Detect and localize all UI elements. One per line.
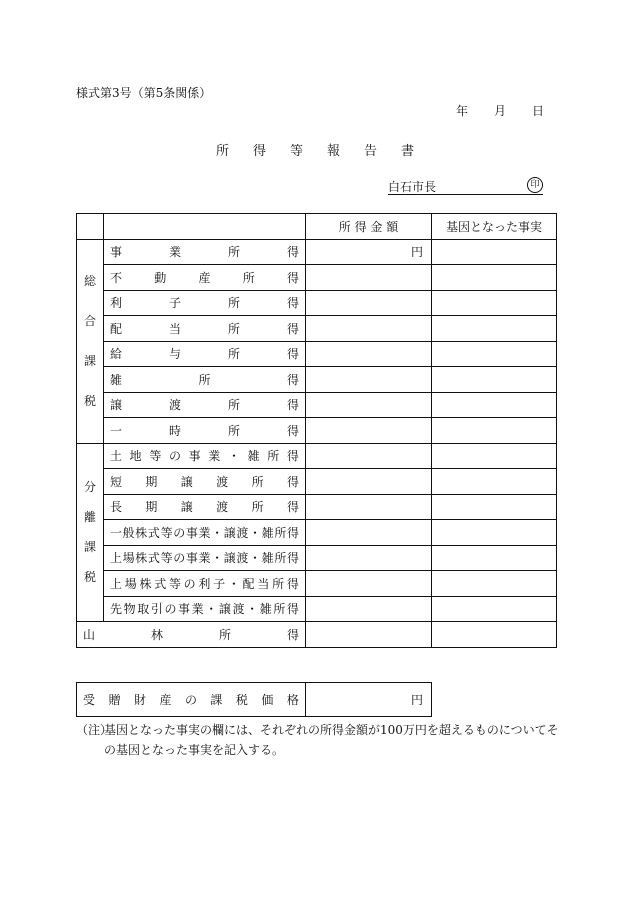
amount-cell[interactable] bbox=[306, 418, 432, 444]
mountain-forest-label-text: 山 林 所 得 bbox=[83, 627, 299, 642]
header-basis: 基因となった事実 bbox=[432, 214, 557, 240]
basis-cell[interactable] bbox=[432, 494, 557, 520]
income-type-text: 配 当 所 得 bbox=[110, 321, 299, 336]
income-type-text: 一 般 株 式 等 の 事 業 ・ 譲 渡 ・ 雑 所 得 bbox=[110, 525, 299, 540]
header-row bbox=[77, 214, 557, 240]
table-row bbox=[77, 494, 557, 520]
basis-cell[interactable] bbox=[432, 571, 557, 597]
group-label-char: 税 bbox=[83, 570, 96, 585]
basis-cell[interactable] bbox=[432, 520, 557, 546]
income-type-label bbox=[104, 469, 306, 495]
group-label-char: 分 bbox=[83, 480, 96, 495]
table-row bbox=[77, 469, 557, 495]
gift-property-label bbox=[77, 683, 306, 717]
basis-cell[interactable] bbox=[432, 596, 557, 622]
basis-cell[interactable] bbox=[432, 341, 557, 367]
amount-cell[interactable] bbox=[306, 443, 432, 469]
header-amount: 所 得 金 額 bbox=[306, 214, 432, 240]
table-row bbox=[77, 545, 557, 571]
income-type-text: 雑 所 得 bbox=[110, 372, 299, 387]
income-type-label bbox=[104, 367, 306, 393]
amount-cell[interactable] bbox=[306, 341, 432, 367]
table-row bbox=[77, 341, 557, 367]
header-blank-1 bbox=[77, 214, 104, 240]
income-type-text: 不 動 産 所 得 bbox=[110, 270, 299, 285]
income-type-text: 利 子 所 得 bbox=[110, 296, 299, 311]
basis-cell[interactable] bbox=[432, 469, 557, 495]
addressee-line bbox=[388, 178, 543, 195]
income-type-text: 事 業 所 得 bbox=[110, 245, 299, 260]
group-label-char: 課 bbox=[83, 540, 96, 555]
amount-cell[interactable] bbox=[306, 265, 432, 291]
group-separate bbox=[77, 443, 557, 622]
table-row bbox=[77, 571, 557, 597]
income-type-text: 上 場 株 式 等 の 利 子 ・ 配 当 所 得 bbox=[110, 576, 299, 591]
basis-cell[interactable] bbox=[432, 622, 557, 648]
group-label bbox=[77, 443, 104, 622]
income-type-label bbox=[104, 316, 306, 342]
table-row bbox=[77, 290, 557, 316]
income-type-label bbox=[104, 290, 306, 316]
table-row bbox=[77, 265, 557, 291]
table-row bbox=[77, 367, 557, 393]
amount-cell[interactable] bbox=[306, 290, 432, 316]
group-label bbox=[77, 239, 104, 443]
mountain-forest-row bbox=[77, 622, 557, 648]
income-type-label bbox=[104, 571, 306, 597]
group-label-char: 課 bbox=[83, 354, 96, 368]
basis-cell[interactable] bbox=[432, 545, 557, 571]
income-type-label bbox=[104, 418, 306, 444]
date-line bbox=[456, 102, 544, 119]
amount-cell[interactable] bbox=[306, 367, 432, 393]
table-row bbox=[77, 596, 557, 622]
amount-cell[interactable]: 円 bbox=[306, 239, 432, 265]
income-type-label bbox=[104, 239, 306, 265]
amount-cell[interactable] bbox=[306, 596, 432, 622]
date-month: 月 bbox=[494, 104, 507, 118]
amount-cell[interactable] bbox=[306, 392, 432, 418]
seal-mark: 印 bbox=[527, 177, 543, 193]
table-row bbox=[77, 239, 557, 265]
amount-cell[interactable] bbox=[306, 469, 432, 495]
income-type-text: 長 期 譲 渡 所 得 bbox=[110, 500, 299, 515]
income-type-label bbox=[104, 341, 306, 367]
basis-cell[interactable] bbox=[432, 290, 557, 316]
footnote-text: 基因となった事実の欄には、それぞれの所得金額が100万円を超えるものについてその基因となった事実を記入する。 bbox=[104, 723, 559, 757]
basis-cell[interactable] bbox=[432, 443, 557, 469]
basis-cell[interactable] bbox=[432, 392, 557, 418]
income-type-text: 土 地 等 の 事 業 ・ 雑 所 得 bbox=[110, 449, 299, 464]
table-row bbox=[77, 392, 557, 418]
footnote bbox=[76, 720, 561, 760]
group-label-char: 離 bbox=[83, 510, 96, 525]
income-type-text: 給 与 所 得 bbox=[110, 347, 299, 362]
basis-cell[interactable] bbox=[432, 418, 557, 444]
income-type-label bbox=[104, 596, 306, 622]
income-type-text: 短 期 譲 渡 所 得 bbox=[110, 474, 299, 489]
income-type-label bbox=[104, 265, 306, 291]
table-row bbox=[77, 418, 557, 444]
income-type-label bbox=[104, 494, 306, 520]
basis-cell[interactable] bbox=[432, 239, 557, 265]
income-type-label bbox=[104, 443, 306, 469]
income-table bbox=[76, 213, 557, 648]
income-type-text: 譲 渡 所 得 bbox=[110, 398, 299, 413]
amount-cell[interactable] bbox=[306, 520, 432, 546]
group-general bbox=[77, 239, 557, 443]
amount-cell[interactable] bbox=[306, 316, 432, 342]
table-row bbox=[77, 443, 557, 469]
header-blank-2 bbox=[104, 214, 306, 240]
group-label-char: 税 bbox=[83, 394, 96, 408]
gift-property-row bbox=[77, 683, 432, 717]
addressee-name: 白石市長 bbox=[388, 180, 437, 194]
document-title: 所得等報告書 bbox=[215, 144, 438, 159]
basis-cell[interactable] bbox=[432, 316, 557, 342]
basis-cell[interactable] bbox=[432, 367, 557, 393]
group-label-char: 合 bbox=[83, 314, 96, 328]
mountain-forest-label bbox=[77, 622, 306, 648]
date-year: 年 bbox=[456, 104, 469, 118]
table-row bbox=[77, 520, 557, 546]
form-number: 様式第3号（第5条関係） bbox=[76, 86, 212, 100]
amount-cell[interactable] bbox=[306, 494, 432, 520]
amount-cell[interactable] bbox=[306, 622, 432, 648]
income-type-label bbox=[104, 392, 306, 418]
table-row bbox=[77, 316, 557, 342]
gift-property-table bbox=[76, 682, 432, 717]
income-type-label bbox=[104, 545, 306, 571]
gift-property-amount[interactable]: 円 bbox=[306, 683, 432, 717]
income-type-text: 上 場 株 式 等 の 事 業 ・ 譲 渡 ・ 雑 所 得 bbox=[110, 551, 299, 566]
income-type-label bbox=[104, 520, 306, 546]
income-type-text: 先 物 取 引 の 事 業 ・ 譲 渡 ・ 雑 所 得 bbox=[110, 602, 299, 617]
amount-cell[interactable] bbox=[306, 571, 432, 597]
group-label-char: 総 bbox=[83, 274, 96, 288]
gift-property-label-text: 受 贈 財 産 の 課 税 価 格 bbox=[83, 693, 299, 707]
amount-cell[interactable] bbox=[306, 545, 432, 571]
footnote-marker: （注） bbox=[76, 723, 113, 737]
basis-cell[interactable] bbox=[432, 265, 557, 291]
date-day: 日 bbox=[532, 104, 545, 118]
income-type-text: 一 時 所 得 bbox=[110, 423, 299, 438]
